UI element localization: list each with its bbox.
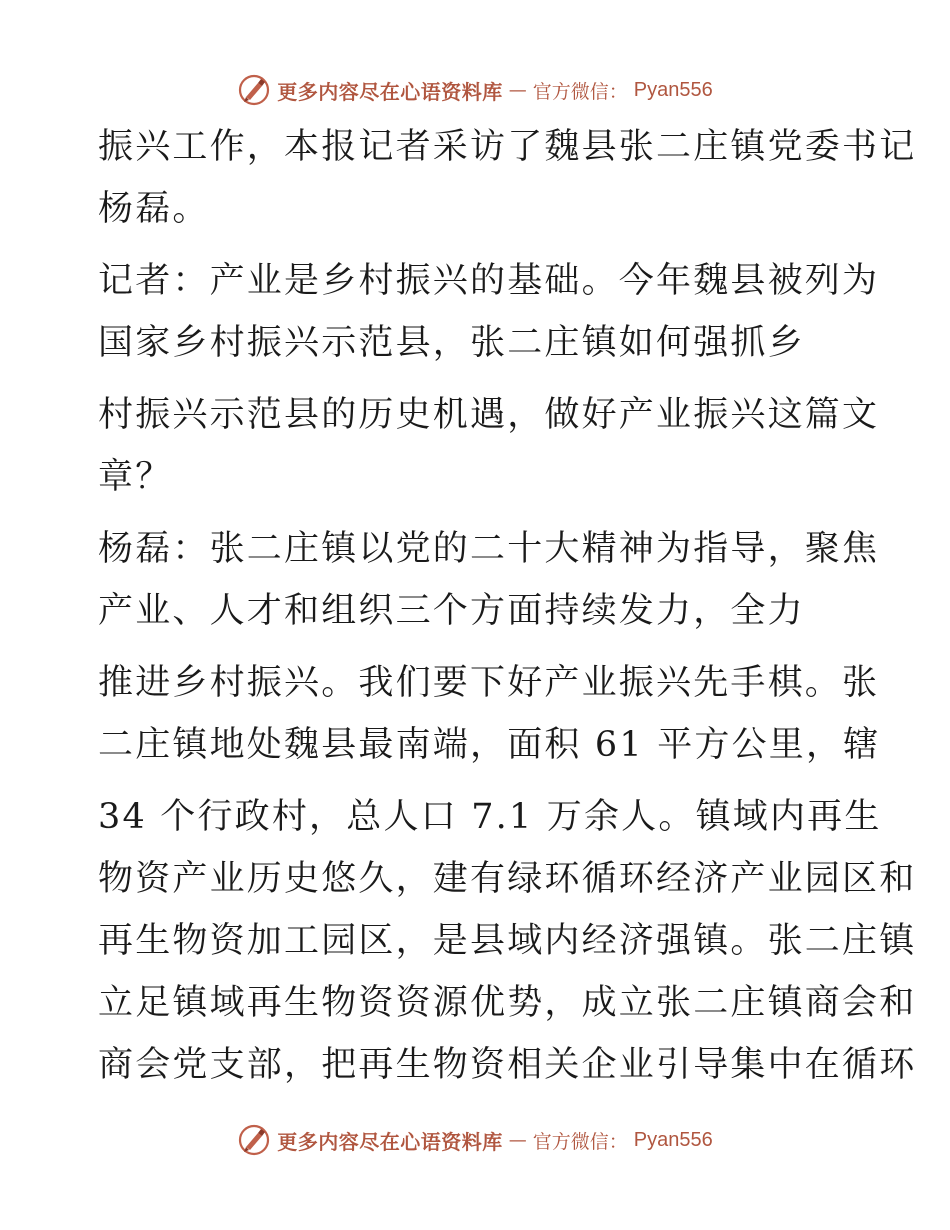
- pen-seal-logo-icon: [237, 73, 271, 107]
- article-body: [98, 116, 917, 1096]
- text-line: 商会党支部，把再生物资相关企业引导集中在循环: [98, 1045, 917, 1085]
- header-watermark: [0, 70, 950, 110]
- paragraph: [98, 652, 881, 776]
- watermark-wechat-label: 官方微信：: [532, 80, 628, 103]
- text-line: 杨磊：张二庄镇以党的二十大精神为指导，聚焦: [98, 529, 880, 569]
- watermark-separator: —: [508, 1129, 527, 1151]
- text-line: 34 个行政村，总人口 7.1 万余人。镇域内再生: [98, 797, 882, 837]
- text-line: 二庄镇地处魏县最南端，面积 61 平方公里，辖: [98, 725, 881, 765]
- text-line: 产业、人才和组织三个方面持续发力，全力: [98, 591, 805, 631]
- text-line: 推进乡村振兴。我们要下好产业振兴先手棋。张: [98, 663, 880, 703]
- watermark-brand: 更多内容尽在心语资料库: [277, 1129, 503, 1154]
- paragraph: [98, 250, 880, 374]
- text-line: 村振兴示范县的历史机遇，做好产业振兴这篇文: [98, 395, 880, 435]
- text-line: 物资产业历史悠久，建有绿环循环经济产业园区和: [98, 859, 917, 899]
- watermark-brand: 更多内容尽在心语资料库: [277, 79, 503, 104]
- footer-watermark: [0, 1120, 950, 1160]
- paragraph: [98, 518, 880, 642]
- text-line: 记者：产业是乡村振兴的基础。今年魏县被列为: [98, 261, 880, 301]
- paragraph: [98, 116, 917, 240]
- text-line: 再生物资加工园区，是县域内经济强镇。张二庄镇: [98, 921, 917, 961]
- text-line: 立足镇域再生物资资源优势，成立张二庄镇商会和: [98, 983, 917, 1023]
- watermark-wechat-label: 官方微信：: [532, 1130, 628, 1153]
- watermark-wechat-id: Pyan556: [633, 78, 713, 101]
- pen-seal-logo-icon: [237, 1123, 271, 1157]
- text-line: 国家乡村振兴示范县，张二庄镇如何强抓乡: [98, 323, 805, 363]
- paragraph: [98, 384, 880, 508]
- paragraph: [98, 786, 917, 1096]
- text-line: 章？: [98, 457, 173, 497]
- text-line: 振兴工作，本报记者采访了魏县张二庄镇党委书记: [98, 127, 917, 167]
- watermark-wechat-id: Pyan556: [633, 1128, 713, 1151]
- text-line: 杨磊。: [98, 189, 210, 229]
- watermark-separator: —: [508, 79, 527, 101]
